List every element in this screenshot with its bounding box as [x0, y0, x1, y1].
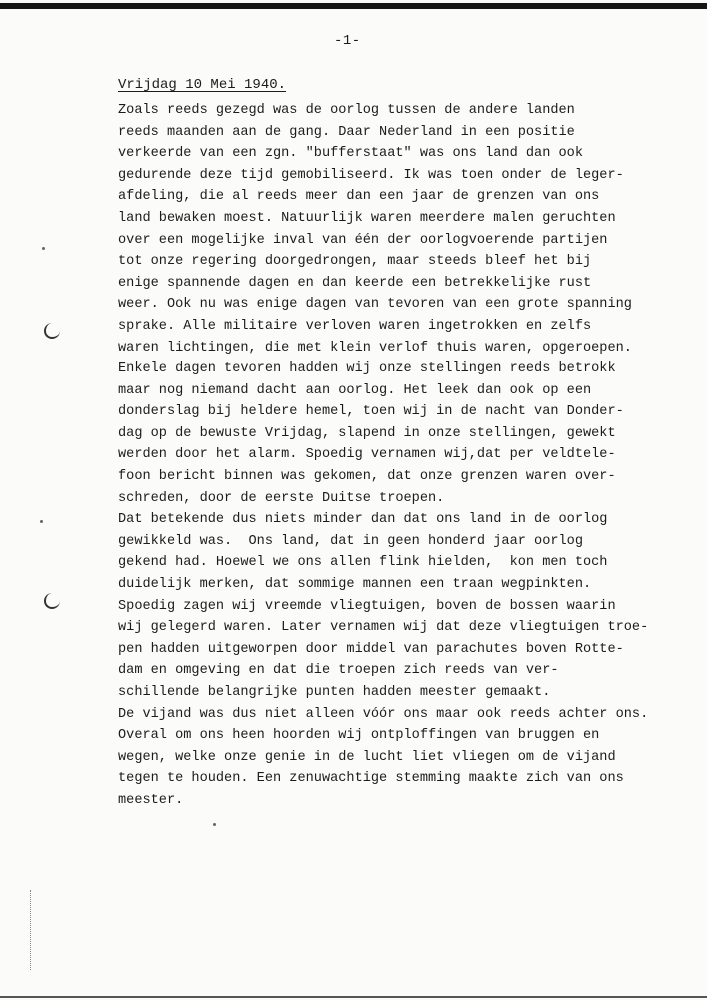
- text-line: weer. Ook nu was enige dagen van tevoren van een grote spanning: [118, 297, 632, 313]
- text-line: wij gelegerd waren. Later vernamen wij dat deze vliegtuigen troe-: [118, 620, 649, 636]
- text-line: tot onze regering doorgedrongen, maar steeds bleef het bij: [118, 254, 592, 270]
- text-line: verkeerde van een zgn. "bufferstaat" was ons land dan ook: [118, 146, 583, 162]
- text-line: foon bericht binnen was gekomen, dat onze grenzen waren over-: [118, 468, 616, 484]
- document-heading-date: Vrijdag 10 Mei 1940.: [118, 77, 287, 93]
- text-line: werden door het alarm. Spoedig vernamen wij,dat per veldtele-: [118, 447, 616, 463]
- text-line: gedurende deze tijd gemobiliseerd. Ik was toen onder de leger-: [118, 167, 624, 183]
- text-line: maar nog niemand dacht aan oorlog. Het leek dan ook op een: [118, 382, 592, 398]
- text-line: meester.: [118, 792, 184, 808]
- text-line: sprake. Alle militaire verloven waren ingetrokken en zelfs: [118, 318, 592, 334]
- text-line: gewikkeld was. Ons land, dat in geen honderd jaar oorlog: [118, 533, 583, 549]
- top-page-border: [0, 3, 707, 9]
- text-line: dam en omgeving en dat die troepen zich reeds van ver-: [118, 663, 559, 679]
- text-line: afdeling, die al reeds meer dan een jaar de grenzen van ons: [118, 189, 600, 205]
- text-line: over een mogelijke inval van één der oorlogvoerende partijen: [118, 232, 608, 248]
- text-line: donderslag bij heldere hemel, toen wij in de nacht van Donder-: [118, 404, 624, 420]
- text-line: tegen te houden. Een zenuwachtige stemming maakte zich van ons: [118, 771, 624, 787]
- paper-speck: [213, 823, 216, 826]
- text-line: waren lichtingen, die met klein verlof thuis waren, opgeroepen.: [118, 340, 632, 356]
- margin-speck: [42, 247, 45, 250]
- text-line: gekend had. Hoewel we ons allen flink hielden, kon men toch: [118, 555, 608, 571]
- text-line: dag op de bewuste Vrijdag, slapend in onze stellingen, gewekt: [118, 425, 616, 441]
- text-line: Dat betekende dus niets minder dan dat ons land in de oorlog: [118, 512, 608, 528]
- text-line: Zoals reeds gezegd was de oorlog tussen de andere landen: [118, 103, 575, 118]
- text-line: land bewaken moest. Natuurlijk waren meerdere malen geruchten: [118, 210, 616, 226]
- text-line: enige spannende dagen en dan keerde een betrekkelijke rust: [118, 275, 592, 291]
- paragraph-2: [118, 358, 648, 811]
- punch-hole-mark: [44, 593, 60, 609]
- punch-hole-mark: [44, 323, 60, 339]
- text-line: schillende belangrijke punten hadden meester gemaakt.: [118, 684, 551, 700]
- text-line: De vijand was dus niet alleen vóór ons maar ook reeds achter ons.: [118, 706, 649, 722]
- text-line: reeds maanden aan de gang. Daar Nederland in een positie: [118, 124, 575, 140]
- text-line: duidelijk merken, dat sommige mannen een traan wegpinkten.: [118, 576, 592, 592]
- text-line: Spoedig zagen wij vreemde vliegtuigen, boven de bossen waarin: [118, 598, 616, 614]
- bottom-page-border: [0, 996, 707, 998]
- margin-mark: [30, 890, 32, 970]
- text-line: wegen, welke onze genie in de lucht liet vliegen om de vijand: [118, 749, 616, 765]
- text-line: Enkele dagen tevoren hadden wij onze stellingen reeds betrokk: [118, 361, 616, 376]
- page-number: -1-: [334, 33, 361, 49]
- text-line: pen hadden uitgeworpen door middel van parachutes boven Rotte-: [118, 641, 624, 657]
- text-line: schreden, door de eerste Duitse troepen.: [118, 490, 445, 506]
- margin-speck: [40, 520, 43, 523]
- paragraph-1: [118, 100, 632, 359]
- text-line: Overal om ons heen hoorden wij ontploffingen van bruggen en: [118, 728, 600, 744]
